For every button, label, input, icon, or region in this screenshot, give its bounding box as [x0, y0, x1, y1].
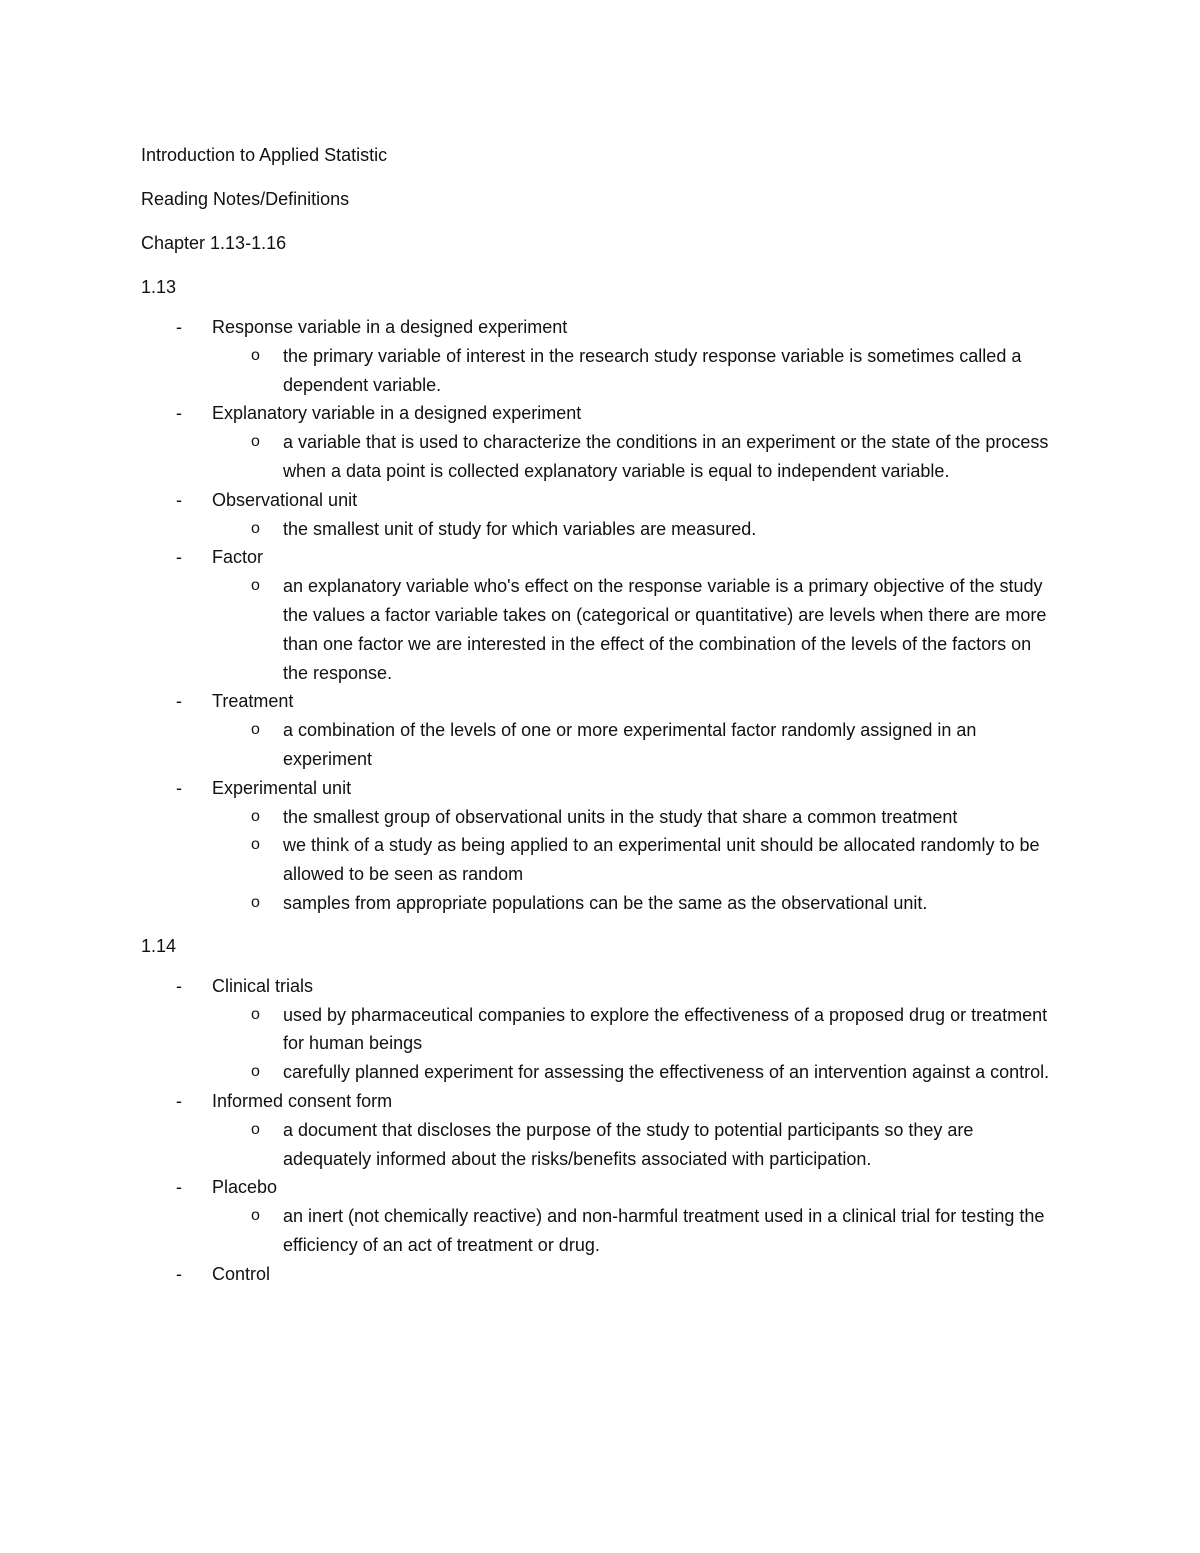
term-label: Factor: [212, 547, 264, 568]
definition-item: [212, 1001, 1061, 1059]
term-item: [141, 1087, 1061, 1173]
term-item: [141, 687, 1061, 773]
definition-text: a variable that is used to characterize the conditions in an experiment or the state of the process when a data point is collected explanatory variable is equal to independent variable.: [283, 432, 1049, 481]
definition-item: [212, 428, 1061, 486]
definition-item: [212, 572, 1061, 687]
definition-text: samples from appropriate populations can be the same as the observational unit.: [283, 892, 928, 913]
circle-bullet-icon: o: [251, 1005, 260, 1023]
definition-list: [212, 342, 1061, 400]
dash-bullet-icon: -: [176, 975, 182, 996]
circle-bullet-icon: o: [251, 721, 260, 739]
definition-item: [212, 1202, 1061, 1260]
dash-bullet-icon: -: [176, 1263, 182, 1284]
circle-bullet-icon: o: [251, 346, 260, 364]
definition-text: carefully planned experiment for assessing the effectiveness of an intervention against a control.: [283, 1062, 1050, 1083]
definition-item: [212, 831, 1061, 889]
term-label: Informed consent form: [212, 1090, 393, 1111]
document-title: Introduction to Applied Statistic: [141, 145, 388, 165]
dash-bullet-icon: -: [176, 489, 182, 510]
term-item: [141, 1260, 1061, 1289]
term-list: [141, 972, 1061, 1289]
circle-bullet-icon: o: [251, 433, 260, 451]
definition-item: [212, 1116, 1061, 1174]
definition-list: [212, 1001, 1061, 1087]
term-item: [141, 1173, 1061, 1259]
term-item: [141, 313, 1061, 399]
section-number: 1.13: [141, 277, 177, 297]
term-label: Control: [212, 1263, 271, 1284]
definition-text: the primary variable of interest in the research study response variable is sometimes called a dependent variable.: [283, 345, 1022, 395]
definition-item: [212, 342, 1061, 400]
term-label: Explanatory variable in a designed experiment: [212, 403, 582, 424]
term-label: Experimental unit: [212, 777, 352, 798]
dash-bullet-icon: -: [176, 691, 182, 712]
definition-text: used by pharmaceutical companies to explore the effectiveness of a proposed drug or treatment for human beings: [283, 1004, 1048, 1054]
dash-bullet-icon: -: [176, 317, 182, 337]
dash-bullet-icon: -: [176, 777, 182, 798]
circle-bullet-icon: o: [251, 1063, 260, 1081]
term-item: [141, 543, 1061, 687]
definition-text: we think of a study as being applied to an experimental unit should be allocated randomly to be allowed to be seen as random: [283, 835, 1040, 885]
circle-bullet-icon: o: [251, 893, 260, 911]
dash-bullet-icon: -: [176, 1090, 182, 1111]
definition-item: [212, 803, 1061, 832]
definition-item: [212, 515, 1061, 544]
definition-item: [212, 1058, 1061, 1087]
term-label: Placebo: [212, 1177, 278, 1198]
circle-bullet-icon: o: [251, 1207, 260, 1225]
section-spacer: [141, 918, 1061, 934]
circle-bullet-icon: o: [251, 807, 260, 825]
definition-item: [212, 889, 1061, 918]
term-list: [141, 313, 1061, 918]
term-label: Response variable in a designed experiment: [212, 317, 568, 337]
definition-text: a combination of the levels of one or more experimental factor randomly assigned in an experiment: [283, 720, 977, 769]
definition-list: [212, 803, 1061, 918]
definition-item: [212, 716, 1061, 774]
term-item: [141, 486, 1061, 544]
definition-list: [212, 1202, 1061, 1260]
circle-bullet-icon: o: [251, 577, 260, 595]
section-number: 1.14: [141, 935, 177, 956]
definition-text: the smallest group of observational units in the study that share a common treatment: [283, 806, 958, 827]
definition-list: [212, 428, 1061, 486]
term-label: Observational unit: [212, 489, 358, 510]
definition-list: [212, 716, 1061, 774]
dash-bullet-icon: -: [176, 403, 182, 424]
term-label: Treatment: [212, 691, 294, 712]
term-label: Clinical trials: [212, 975, 314, 996]
dash-bullet-icon: -: [176, 1177, 182, 1198]
term-item: [141, 774, 1061, 918]
definition-text: a document that discloses the purpose of the study to potential participants so they are adequately informed about the risks/benefits associated with participation.: [283, 1119, 974, 1169]
chapter-heading: Chapter 1.13-1.16: [141, 233, 287, 253]
circle-bullet-icon: o: [251, 1120, 260, 1138]
term-item: [141, 972, 1061, 1087]
definition-list: [212, 1116, 1061, 1174]
dash-bullet-icon: -: [176, 547, 182, 568]
notes-body: [141, 275, 1061, 1289]
document-subtitle: Reading Notes/Definitions: [141, 189, 350, 209]
definition-text: an explanatory variable who's effect on the response variable is a primary objective of the study the values a factor variable takes on (categorical or quantitative) are levels when there are more than one factor we are interested in the effect of the combination of the levels of the factors on the response.: [283, 576, 1047, 683]
definition-list: [212, 572, 1061, 687]
document-page: [141, 143, 1061, 1289]
term-item: [141, 399, 1061, 485]
definition-text: an inert (not chemically reactive) and non-harmful treatment used in a clinical trial for testing the efficiency of an act of treatment or drug.: [283, 1206, 1045, 1255]
circle-bullet-icon: o: [251, 836, 260, 854]
definition-text: the smallest unit of study for which variables are measured.: [283, 518, 757, 539]
definition-list: [212, 515, 1061, 544]
circle-bullet-icon: o: [251, 519, 260, 537]
